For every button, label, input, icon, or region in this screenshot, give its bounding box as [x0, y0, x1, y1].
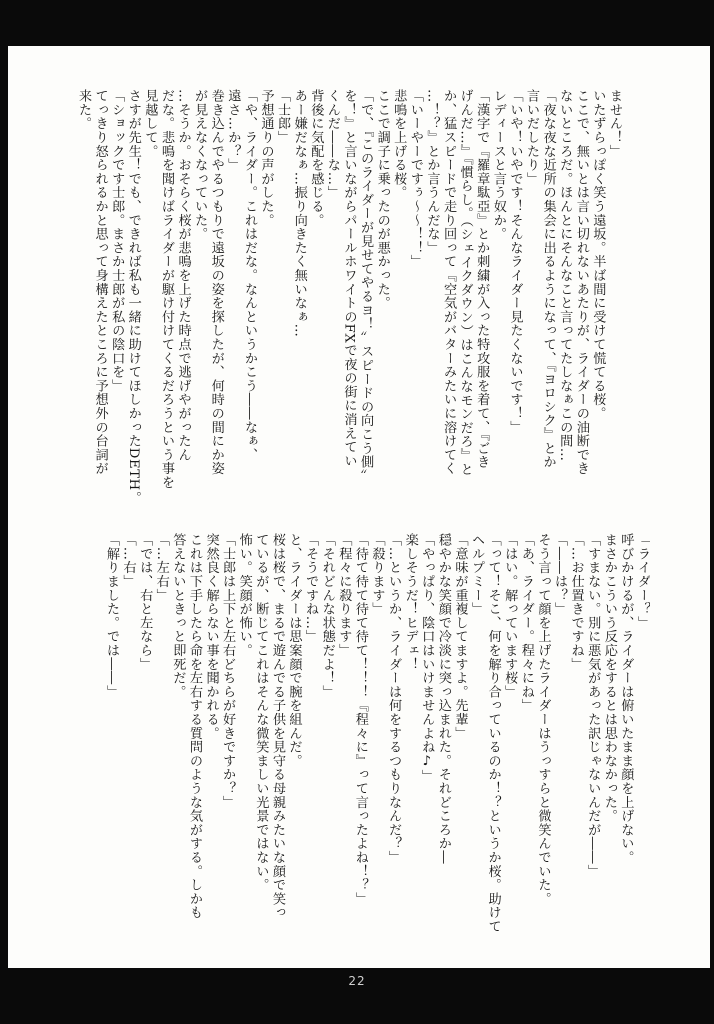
text-line: 「待て待て待て待て！！！『程々に』って言ったよね！？」	[352, 533, 368, 906]
text-line: あー嫌だなぁ…振り向きたく無いなぁ…	[291, 89, 307, 338]
text-line: 「それどんな状態だよ！」	[319, 533, 335, 699]
text-line: 「…右」	[120, 533, 136, 589]
text-line: レディースと言う奴か。	[490, 89, 506, 241]
text-line: 悲鳴を上げる桜。	[391, 89, 407, 200]
text-line: 桜は桜で、まるで遊んでる子供を見守る母親みたいな顔で笑っ	[269, 533, 285, 920]
text-line: 「士郎」	[275, 89, 291, 145]
text-line: 呼びかけるが、ライダーは俯いたまま顔を上げない。	[618, 533, 634, 865]
text-line: 予想通りの声がした。	[258, 89, 274, 227]
text-line: 「いーやーですぅ～～！！」	[407, 89, 423, 269]
text-line: 遠さ…か？」	[225, 89, 241, 172]
text-line: ているが、断じてこれはそんな微笑ましい光景ではない。	[253, 533, 269, 892]
text-line: 巻き込んでやるつもりで遠坂の姿を探したが、何時の間にか姿	[208, 89, 224, 476]
text-line: 「やっぱり、陰口はいけませんよね♪」	[419, 533, 435, 784]
text-line: 「意味が重複してますよ。先輩」	[452, 533, 468, 740]
text-line: だな。悲鳴を聞けばライダーが駆け付けてくるだろうという事を	[158, 89, 174, 490]
text-line: を！』と言いながらパールホワイトのFXで夜の街に消えてい	[341, 89, 357, 468]
text-line: さすが先生！でも、できれば私も一緒に助けてほしかったDETH。	[125, 89, 141, 505]
text-line: 背後に気配を感じる。	[308, 89, 324, 227]
text-line: 「程々に殺ります」	[336, 533, 352, 658]
text-line: ないところだ。ほんとにそんなこと言ってたしなぁこの間…	[557, 89, 573, 462]
text-line: 「すまない。別に悪気があった訳じゃないんだが――」	[585, 533, 601, 878]
page-number: 22	[348, 974, 366, 988]
text-line: 「士郎は上下と左右どちらが好きですか？」	[220, 533, 236, 809]
text-line: 「漢字で『羅章駄亞』とか刺繍が入った特攻服を着て、『ごき	[474, 89, 490, 469]
text-line: 答えないときっと即死だ。	[170, 533, 186, 699]
text-line: げんだ…』『慣らし。（シェイクダウン）はこんなモンだろ』と	[457, 89, 473, 476]
text-line: まさかこういう反応をするとは思わなかった。	[601, 533, 617, 823]
text-line: 見越して。	[142, 89, 158, 158]
lower-text-block	[90, 533, 650, 968]
text-line: 楽しそうだ！ヒデェ！	[402, 533, 418, 671]
text-line: ません！」	[607, 89, 622, 158]
text-line: ここで調子に乗ったのが悪かった。	[374, 89, 390, 310]
manuscript-page	[8, 46, 710, 968]
text-line: 「あ、ライダー。程々にね」	[518, 533, 534, 713]
text-line: ここで、無いとは言い切れないあたりが、ライダーの油断でき	[573, 89, 589, 476]
text-line: 怖い。笑顔が怖い。	[236, 533, 252, 658]
text-line: 穏やかな笑顔で冷淡に突っ込まれた。それどころか―	[435, 533, 451, 865]
text-line: くんだ――な…」	[324, 89, 340, 200]
text-line: これは下手したら命を左右する質問のような気がする。しかも	[186, 533, 202, 920]
text-line: 突然良く解らない事を聞かれる。	[203, 533, 219, 740]
text-line: か、猛スピードで走り回って『空気がバターみたいに溶けてく	[441, 89, 457, 476]
text-line: いたずらっぽく笑う遠坂。半ば間に受けて慌てる桜。	[590, 89, 606, 421]
text-line: 「…お仕置きですね」	[568, 533, 584, 671]
text-line: …！？』とか言うんだな」	[424, 89, 440, 255]
text-line: 「では、右と左なら」	[137, 533, 153, 671]
text-line: 「ライダー？」	[635, 533, 650, 630]
text-line: 「って！そこ、何を解り合っているのか！？というか桜。助けて	[485, 533, 501, 934]
text-line: 来た。	[76, 89, 91, 131]
text-line: と、ライダーは思案顔で腕を組んだ。	[286, 533, 302, 768]
text-line: 「ショックです士郎。まさか士郎が私の陰口を」	[109, 89, 125, 393]
text-line: そう言って顔を上げたライダーはうっすらと微笑んでいた。	[535, 533, 551, 906]
text-line: 「殺ります」	[369, 533, 385, 616]
text-line: が見えなくなっていた。	[192, 89, 208, 241]
text-line: 「いや！いやです！そんなライダー見たくないです！」	[507, 89, 523, 434]
text-line: 「や、ライダー。これはだな。なんというかこう――なぁ、	[241, 89, 257, 462]
text-line: 「はい。解っています桜」	[502, 533, 518, 699]
text-line: 言いだしたり」	[524, 89, 540, 186]
upper-text-block	[62, 89, 622, 514]
text-line: ヘルプミー」	[469, 533, 485, 616]
text-line: 「解りました。では――」	[104, 533, 119, 699]
text-line: 「夜な夜な近所の集会に出るようになって、『ヨロシク』とか	[540, 89, 556, 469]
text-line: 「で、『このライダーが見せてやるヨ！〟スピードの向こう側〟	[358, 89, 374, 483]
text-line: 「…というか、ライダーは何をするつもりなんだ？」	[386, 533, 402, 865]
text-line: 「――は？」	[552, 533, 568, 616]
text-line: 「…左右」	[153, 533, 169, 602]
text-line: 「そうですね…」	[303, 533, 319, 644]
text-line: …そうか。おそらく桜が悲鳴を上げた時点で逃げやがったん	[175, 89, 191, 462]
text-line: てっきり怒られるかと思って身構えたところに予想外の台詞が	[92, 89, 108, 476]
